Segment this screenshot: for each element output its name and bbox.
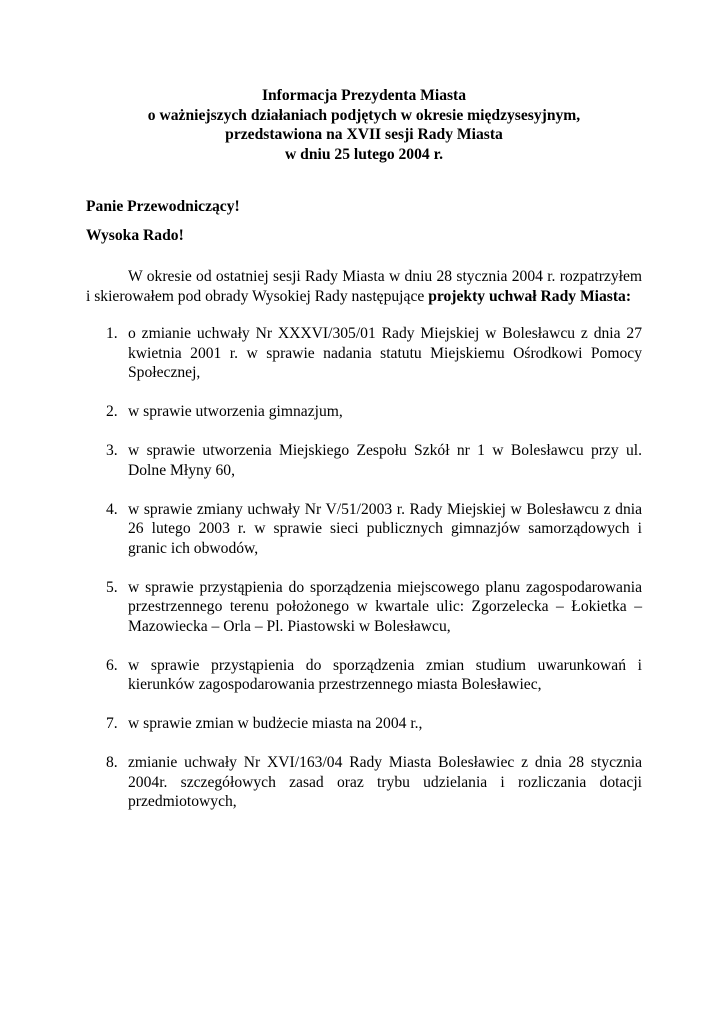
list-item-number: 3.	[106, 442, 118, 459]
list-item-number: 2.	[106, 403, 118, 420]
list-item-number: 6.	[106, 656, 118, 674]
salutation-chairman: Panie Przewodniczący!	[86, 198, 240, 215]
intro-paragraph	[86, 267, 642, 306]
list-item	[86, 500, 642, 559]
title-line-4: w dniu 25 lutego 2004 r.	[285, 145, 443, 163]
list-item-number: 4.	[106, 500, 118, 518]
title-line-3: przedstawiona na XVII sesji Rady Miasta	[225, 126, 503, 143]
list-item-text: w sprawie przystąpienia do sporządzenia miejscowego planu zagospodarowania przestrzennego terenu położonego w kwartale ulic: Zgorzelecka – Łokietka – Mazowiecka – Orla – Pl. Piastowski w Bolesławcu,	[128, 578, 642, 635]
salutation-council: Wysoka Rado!	[86, 226, 184, 244]
list-item-text: w sprawie utworzenia gimnazjum,	[128, 403, 343, 420]
list-item-text: w sprawie przystąpienia do sporządzenia zmian studium uwarunkowań i kierunków zagospodarowania przestrzennego miasta Bolesławiec,	[128, 656, 642, 693]
list-item-text: w sprawie zmiany uchwały Nr V/51/2003 r. Rady Miejskiej w Bolesławcu z dnia 26 lutego 2003 r. w sprawie sieci publicznych gimnazjów samorządowych i granic ich obwodów,	[128, 500, 642, 557]
list-item	[86, 714, 642, 734]
list-item-text: w sprawie utworzenia Miejskiego Zespołu Szkół nr 1 w Bolesławcu przy ul. Dolne Młyny 60,	[128, 442, 642, 479]
list-item-number: 7.	[106, 715, 118, 732]
list-item-text: o zmianie uchwały Nr XXXVI/305/01 Rady Miejskiej w Bolesławcu z dnia 27 kwietnia 2001 r. w sprawie nadania statutu Miejskiemu Ośrodkowi Pomocy Społecznej,	[128, 325, 642, 381]
list-item-number: 8.	[106, 754, 118, 771]
title-line-1: Informacja Prezydenta Miasta	[261, 87, 467, 104]
list-item	[86, 753, 642, 812]
intro-text: W okresie od ostatniej sesji Rady Miasta w dniu 28 stycznia 2004 r. rozpatrzyłem i skierowałem pod obrady Wysokiej Rady następujące	[86, 268, 642, 305]
list-item	[86, 324, 642, 383]
list-item	[86, 656, 642, 695]
list-item	[86, 578, 642, 637]
document-page	[86, 86, 642, 831]
list-item-text: zmianie uchwały Nr XVI/163/04 Rady Miasta Bolesławiec z dnia 28 stycznia 2004r. szczegółowych zasad oraz trybu udzielania i rozliczania dotacji przedmiotowych,	[128, 754, 642, 810]
list-item-number: 1.	[106, 325, 118, 342]
title-line-2: o ważniejszych działaniach podjętych w okresie międzysesyjnym,	[147, 106, 581, 124]
list-item-number: 5.	[106, 578, 118, 596]
document-title	[86, 86, 642, 164]
list-item	[86, 402, 642, 422]
resolution-list	[86, 324, 642, 812]
intro-bold-text: projekty uchwał Rady Miasta:	[428, 287, 632, 305]
list-item	[86, 441, 642, 480]
list-item-text: w sprawie zmian w budżecie miasta na 2004 r.,	[128, 715, 423, 732]
